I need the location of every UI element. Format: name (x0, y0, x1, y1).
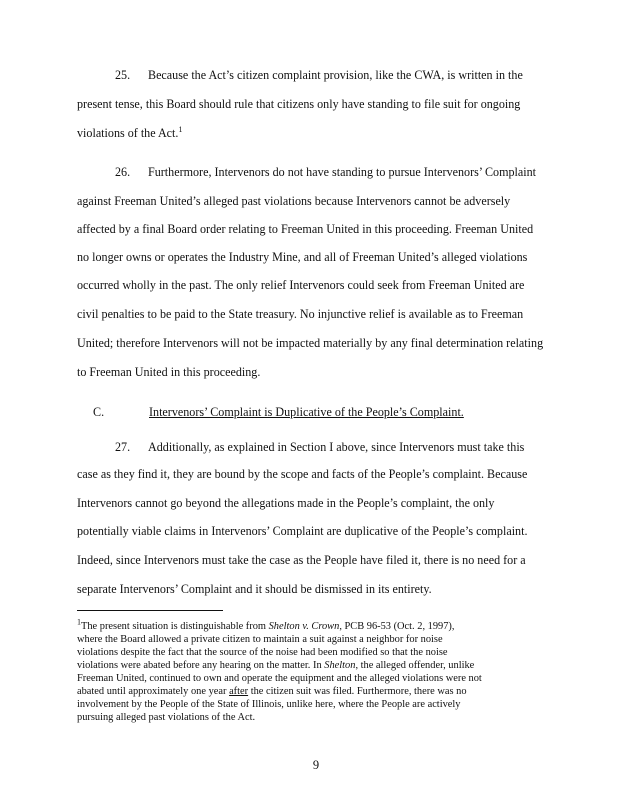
paragraph-26-number: 26. (115, 165, 131, 179)
footnote-line-6: abated until approximately one year after the citizen suit was filed. Furthermore, there was no (77, 686, 467, 697)
paragraph-27-line-4: potentially viable claims in Intervenors’ Complaint are duplicative of the People’s complaint. (77, 524, 528, 538)
paragraph-26-line-3: affected by a final Board order relating to Freeman United in this proceeding. Freeman United (77, 222, 534, 236)
paragraph-26-line-5: occurred wholly in the past. The only relief Intervenors could seek from Freeman United are (77, 278, 525, 292)
case-citation: Shelton v. Crown (268, 621, 340, 632)
footnote-line-3: violations despite the fact that the source of the noise had been modified so that the noise (77, 647, 448, 658)
paragraph-27-line-3: Intervenors cannot go beyond the allegations made in the People’s complaint, the only (77, 496, 495, 510)
section-title: Intervenors’ Complaint is Duplicative of the People’s Complaint. (149, 405, 464, 419)
paragraph-27-line-2: case as they find it, they are bound by the scope and facts of the People’s complaint. Because (77, 467, 528, 481)
paragraph-26-line-6: civil penalties to be paid to the State treasury. No injunctive relief is available as to Freeman (77, 307, 524, 321)
paragraph-25-line-2: present tense, this Board should rule that citizens only have standing to file suit for ongoing (77, 97, 521, 111)
paragraph-25-number: 25. (115, 68, 131, 82)
paragraph-26-line-8: to Freeman United in this proceeding. (77, 365, 261, 379)
paragraph-26-line-2: against Freeman United’s alleged past violations because Intervenors cannot be adversely (77, 194, 511, 208)
footnote-marker: 1 (77, 617, 81, 627)
paragraph-26-line-7: United; therefore Intervenors will not be impacted materially by any final determination relating (77, 336, 544, 350)
case-name: Shelton (324, 660, 356, 671)
paragraph-25-line-1: 25. Because the Act’s citizen complaint provision, like the CWA, is written in the (115, 68, 523, 82)
emphasized-word: after (229, 686, 249, 697)
footnote-line-2: where the Board allowed a private citizen to maintain a suit against a neighbor for noise (77, 634, 443, 645)
footnote-divider (77, 610, 223, 611)
paragraph-26-line-1: 26. Furthermore, Intervenors do not have standing to pursue Intervenors’ Complaint (115, 165, 537, 179)
page-number: 9 (312, 758, 320, 772)
paragraph-27-number: 27. (115, 440, 131, 454)
section-letter: C. (93, 405, 105, 419)
footnote-line-1: $^1$The present situation is distinguishable from Shelton v. Crown, PCB 96-53 (Oct. 2, 1997), (77, 617, 455, 632)
footnote-line-8: pursuing alleged past violations of the Act. (77, 712, 256, 723)
paragraph-27-line-5: Indeed, since Intervenors must take the case as the People have filed it, there is no need for a (77, 553, 526, 567)
footnote-line-5: Freeman United, continued to own and operate the equipment and the alleged violations were not (77, 673, 482, 684)
paragraph-26-line-4: no longer owns or operates the Industry Mine, and all of Freeman United’s alleged violations (77, 250, 528, 264)
footnote-reference[interactable]: 1 (178, 124, 183, 134)
paragraph-25-line-3: violations of the Act.$^1$ (77, 124, 183, 140)
paragraph-27-line-1: 27. Additionally, as explained in Section I above, since Intervenors must take this (115, 440, 525, 454)
section-heading (93, 405, 464, 419)
paragraph-27-line-6: separate Intervenors’ Complaint and it should be dismissed in its entirety. (77, 582, 432, 596)
footnote-line-4: violations were abated before any hearing on the matter. In Shelton, the alleged offender, unlike (77, 660, 475, 671)
footnote-line-7: involvement by the People of the State of Illinois, unlike here, where the People are actively (77, 699, 461, 710)
